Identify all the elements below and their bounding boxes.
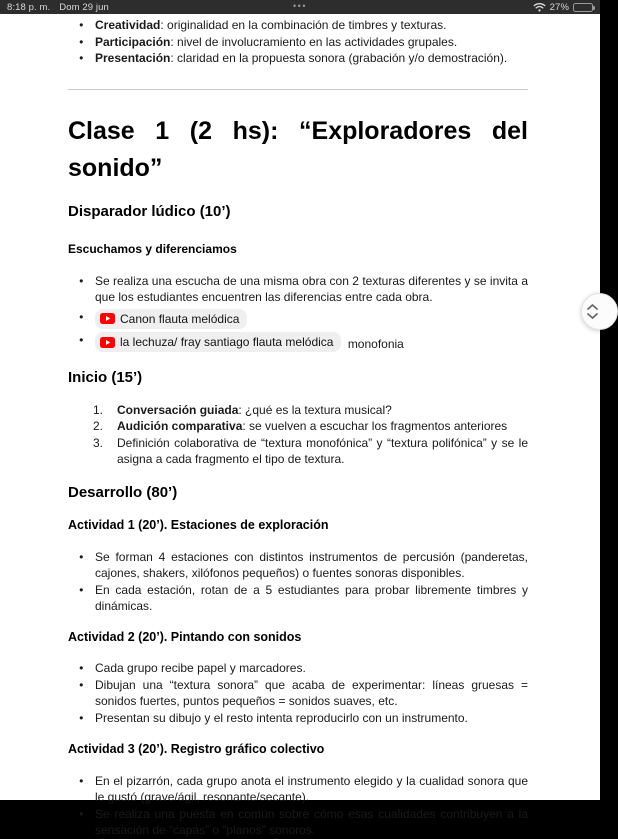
status-time: 8:18 p. m.	[7, 1, 51, 13]
item-text: : claridad en la propuesta sonora (grabación y/o demostración).	[170, 51, 508, 65]
item-number: 2.	[93, 419, 104, 433]
list-item	[95, 50, 528, 67]
heading-actividad-3: Actividad 3 (20’). Registro gráfico colectivo	[68, 742, 325, 756]
item-text: : se vuelven a escuchar los fragmentos anteriores	[242, 419, 508, 433]
heading-actividad-2: Actividad 2 (20’). Pintando con sonidos	[68, 629, 302, 644]
list-item	[93, 402, 528, 419]
battery-icon	[573, 3, 593, 12]
link-label: ● la lechuza/ fray santiago flauta melódica	[120, 334, 334, 349]
item-number: 1.	[93, 402, 104, 417]
list-item	[95, 332, 528, 352]
youtube-link-canon[interactable]	[95, 309, 247, 329]
battery-nub	[593, 6, 595, 10]
list-item	[95, 34, 528, 51]
item-text: : nivel de involucramiento en las actividades grupales.	[170, 34, 458, 49]
heading-desarrollo: Desarrollo (80’)	[68, 483, 178, 501]
youtube-icon	[100, 313, 115, 324]
item-number: 3.	[93, 435, 104, 450]
list-item: ● Dibujan una “textura sonora” que acaba de experimentar: líneas gruesas = sonidos fuertes, puntos pequeños = sonidos suaves, etc.	[95, 677, 528, 710]
list-item: ● Se realiza una escucha de una misma obra con 2 texturas diferentes y se invita a que los estudiantes encuentren las diferencias entre cada obra.	[95, 273, 528, 306]
youtube-icon	[100, 337, 115, 348]
list-item	[95, 309, 528, 329]
document-page	[0, 14, 600, 839]
list-item: ● Se forman 4 estaciones con distintos instrumentos de percusión (panderetas, cajones, shakers, xilófonos pequeños) o fuentes sonoras disponibles.	[95, 549, 528, 582]
inicio-numbered-list	[68, 402, 528, 468]
item-text: : originalidad en la combinación de timbres y texturas.	[160, 18, 447, 32]
link-label: ● Canon flauta melódica	[120, 311, 240, 326]
status-left	[7, 2, 109, 13]
wifi-icon	[533, 2, 546, 12]
status-date: Dom 29 jun	[59, 1, 109, 13]
section-divider	[68, 89, 528, 90]
item-text: Definición colaborativa de “textura monofónica” y “textura polifónica” y se le asigna a cada fragmento el tipo de textura.	[117, 435, 528, 466]
list-item	[93, 418, 528, 435]
disparador-list	[68, 273, 528, 353]
battery-percent: 27%	[549, 1, 569, 13]
youtube-link-lechuza[interactable]	[95, 332, 341, 352]
chevron-up-icon	[587, 304, 598, 310]
scroll-jump-control[interactable]	[581, 293, 618, 330]
heading-disparador: Disparador lúdico (10’)	[68, 202, 231, 220]
multitasking-dots-icon[interactable]: •••	[293, 1, 307, 11]
item-term: Participación	[95, 34, 171, 49]
status-bar	[0, 0, 600, 14]
heading-inicio: Inicio (15’)	[68, 369, 143, 386]
list-item	[95, 17, 528, 34]
link-suffix-text: monofonia	[347, 336, 404, 351]
evaluation-criteria-list	[68, 17, 528, 67]
item-term: Creatividad	[95, 18, 161, 32]
actividad-1-list	[68, 549, 528, 615]
list-item: ● Se realiza una puesta en común sobre cómo esas cualidades contribuyen a la sensación de “capas” o “planos” sonoros.	[95, 806, 528, 839]
item-term: Conversación guiada	[117, 402, 239, 417]
list-item	[93, 435, 528, 468]
list-item: ● Cada grupo recibe papel y marcadores.	[95, 660, 528, 677]
heading-actividad-1: Actividad 1 (20’). Estaciones de exploración	[68, 518, 329, 532]
status-right	[533, 2, 593, 13]
item-term: Audición comparativa	[117, 419, 243, 433]
actividad-2-list	[68, 660, 528, 726]
item-term: Presentación	[95, 51, 171, 65]
list-item: ● En el pizarrón, cada grupo anota el instrumento elegido y la cualidad sonora que le gustó (grave/ágil, resonante/secante).	[95, 773, 528, 806]
list-item: ● En cada estación, rotan de a 5 estudiantes para probar libremente timbres y dinámicas.	[95, 582, 528, 615]
page-title: Clase 1 (2 hs): “Exploradores del sonido”	[68, 116, 528, 182]
subheading-escuchamos: Escuchamos y diferenciamos	[68, 242, 237, 256]
actividad-3-list	[68, 773, 528, 839]
list-item: ● Presentan su dibujo y el resto intenta reproducirlo con un instrumento.	[95, 710, 528, 727]
item-text: : ¿qué es la textura musical?	[238, 402, 392, 417]
chevron-down-icon	[587, 313, 598, 319]
